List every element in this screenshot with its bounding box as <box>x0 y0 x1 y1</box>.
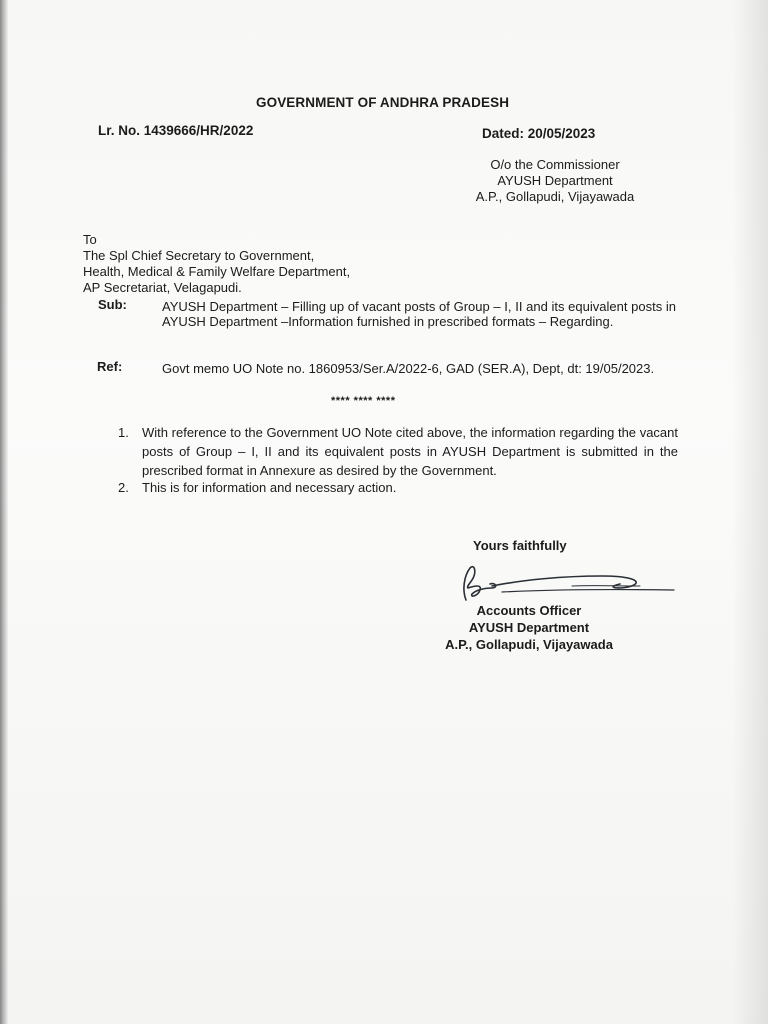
letter-number: Lr. No. 1439666/HR/2022 <box>98 123 254 138</box>
paragraph-number: 2. <box>118 480 129 495</box>
sender-line: A.P., Gollapudi, Vijayawada <box>475 189 635 204</box>
subject-label: Sub: <box>98 297 127 312</box>
letter-date: Dated: 20/05/2023 <box>482 126 596 141</box>
paragraph-number: 1. <box>118 425 129 440</box>
paragraph-text: This is for information and necessary action. <box>142 480 397 495</box>
sender-line: AYUSH Department <box>497 173 613 188</box>
signatory-department: AYUSH Department <box>468 620 590 635</box>
paragraph-text: With reference to the Government UO Note cited above, the information regarding the vacant posts of Group – I, II and its equivalent posts in AYUSH Department is submitted in the prescribed format in Annexure as desired by the Government. <box>142 425 678 478</box>
reference-label: Ref: <box>97 359 123 374</box>
recipient-line: The Spl Chief Secretary to Government, <box>83 248 315 263</box>
section-separator: **** **** **** <box>331 395 396 407</box>
signatory-address: A.P., Gollapudi, Vijayawada <box>445 637 613 652</box>
recipient-line: To <box>83 232 97 247</box>
recipient-line: Health, Medical & Family Welfare Department, <box>83 264 351 279</box>
recipient-line: AP Secretariat, Velagapudi. <box>83 280 242 295</box>
sender-line: O/o the Commissioner <box>490 157 620 172</box>
signatory-block <box>430 602 628 653</box>
page-right-shade <box>732 0 768 1024</box>
signatory-designation: Accounts Officer <box>476 603 582 618</box>
sender-address <box>472 157 638 205</box>
closing-salutation: Yours faithfully <box>473 538 567 553</box>
subject-text: AYUSH Department – Filling up of vacant posts of Group – I, II and its equivalent posts in AYUSH Department –Information furnished in prescribed formats – Regarding. <box>162 299 676 329</box>
page-edge-shadow <box>0 0 8 1024</box>
letter-header: GOVERNMENT OF ANDHRA PRADESH <box>256 95 510 110</box>
recipient-address <box>83 232 350 296</box>
reference-text: Govt memo UO Note no. 1860953/Ser.A/2022-6, GAD (SER.A), Dept, dt: 19/05/2023. <box>162 361 655 376</box>
